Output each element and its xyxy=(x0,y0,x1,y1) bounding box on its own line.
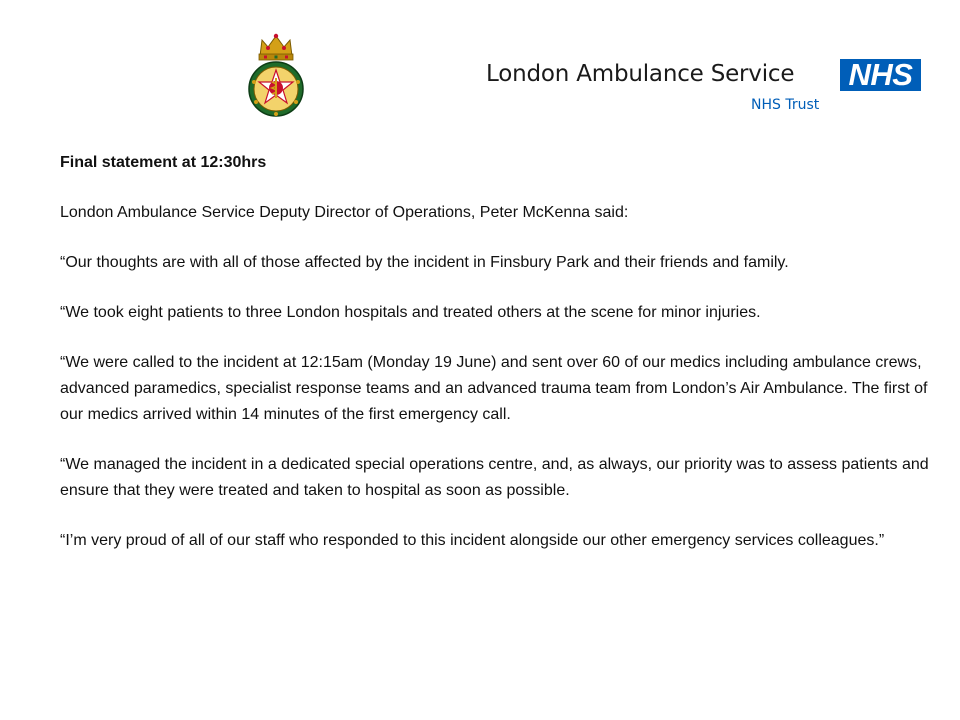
statement-paragraph: “We were called to the incident at 12:15am (Monday 19 June) and sent over 60 of our medics including ambulance crews, advanced paramedics, specialist response teams and an advanced trauma team from London’s Air Ambulance. The first of our medics arrived within 14 minutes of the first emergency call. xyxy=(60,354,928,423)
statement-paragraph: “I’m very proud of all of our staff who responded to this incident alongside our other emergency services colleagues.” xyxy=(60,532,885,549)
statement-body xyxy=(60,150,930,578)
statement-paragraph: “We managed the incident in a dedicated special operations centre, and, as always, our priority was to assess patients and ensure that they were treated and taken to hospital as soon as possible. xyxy=(60,456,929,499)
ambulance-service-crest-icon xyxy=(244,30,308,122)
organisation-subtitle: NHS Trust xyxy=(751,97,820,113)
statement-paragraph: “Our thoughts are with all of those affected by the incident in Finsbury Park and their friends and family. xyxy=(60,254,789,271)
statement-title: Final statement at 12:30hrs xyxy=(60,154,267,171)
statement-paragraph: “We took eight patients to three London hospitals and treated others at the scene for minor injuries. xyxy=(60,304,761,321)
nhs-logo: NHS xyxy=(840,59,921,91)
organisation-name: London Ambulance Service xyxy=(486,61,795,87)
statement-intro: London Ambulance Service Deputy Director of Operations, Peter McKenna said: xyxy=(60,204,629,221)
